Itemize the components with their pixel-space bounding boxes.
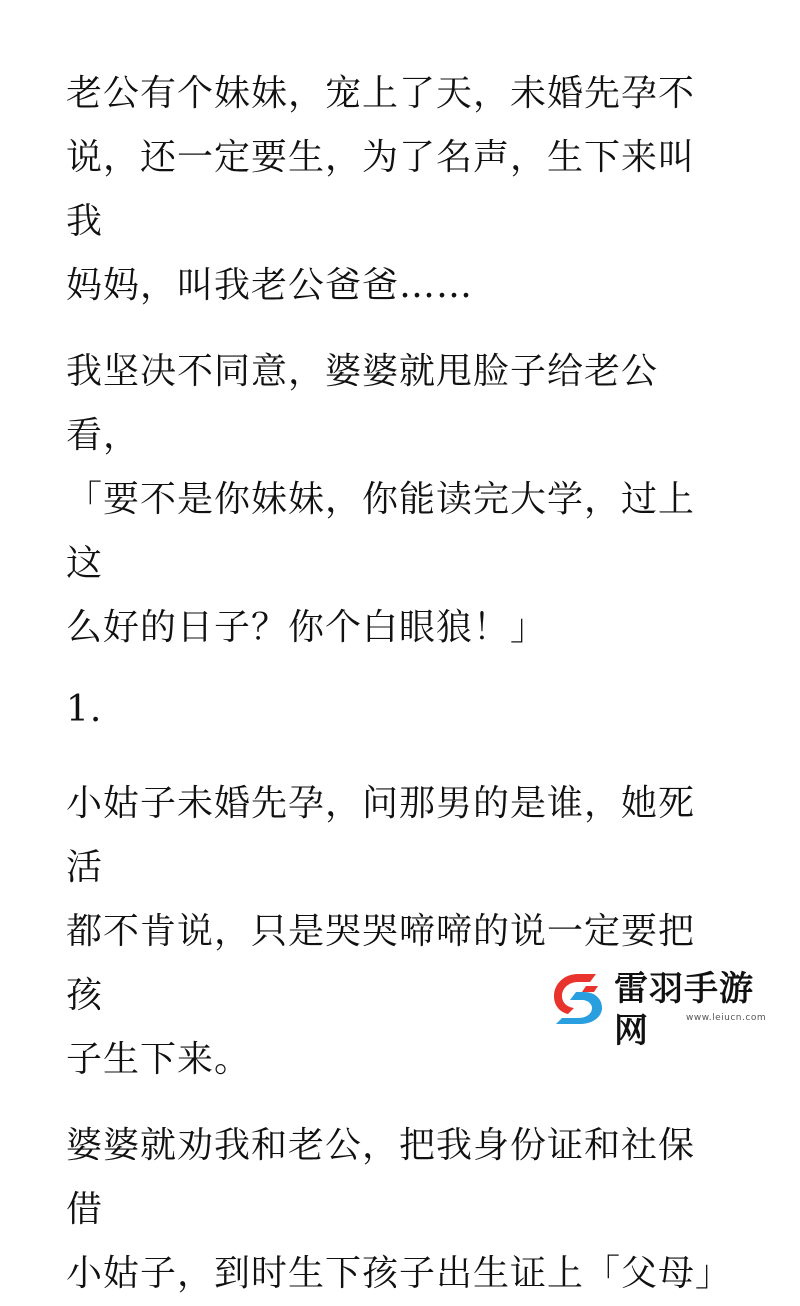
paragraph-1: 老公有个妹妹，宠上了天，未婚先孕不 说，还一定要生，为了名声，生下来叫我 妈妈，叫我老公爸爸……: [66, 73, 696, 306]
site-watermark: [548, 968, 788, 1051]
paragraph-2: 我坚决不同意，婆婆就甩脸子给老公看， 「要不是你妹妹，你能读完大学，过上这 么好的日子？你个白眼狼！」: [66, 351, 696, 648]
paragraph-4: 婆婆就劝我和老公，把我身份证和社保借 小姑子，到时生下孩子出生证上「父母」: [66, 1125, 733, 1294]
section-number: 1.: [66, 689, 103, 730]
leiyu-logo-icon: [548, 970, 608, 1024]
paragraph-3: 小姑子未婚先孕，问那男的是谁，她死活 都不肯说，只是哭哭啼啼的说一定要把孩 子生下来。: [66, 783, 696, 1080]
watermark-site-name: 雷羽手游网: [614, 969, 754, 1051]
watermark-url: www.leiucn.com: [686, 1013, 767, 1023]
